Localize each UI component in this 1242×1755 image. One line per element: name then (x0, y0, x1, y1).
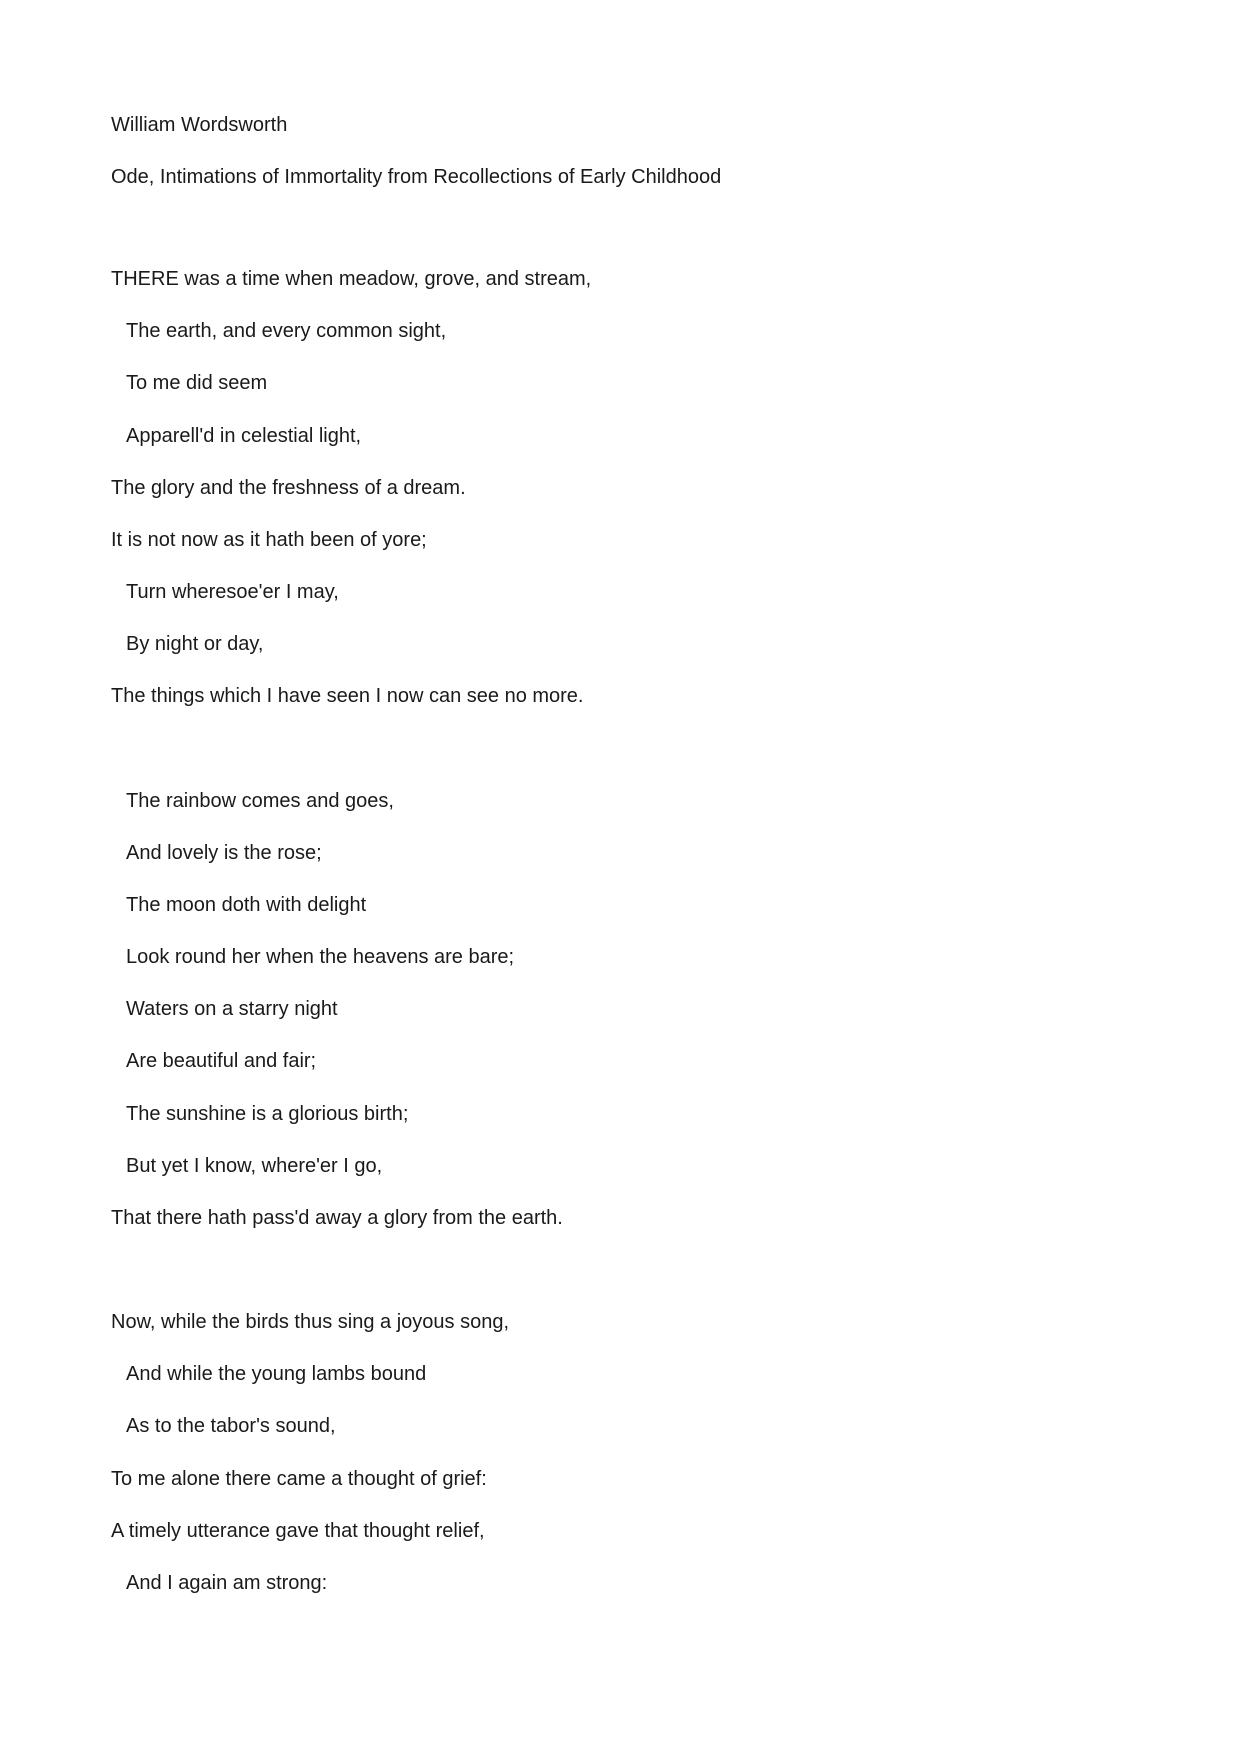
poem-line: That there hath pass'd away a glory from the earth. (111, 1207, 563, 1229)
poem-line: Turn wheresoe'er I may, (126, 581, 339, 603)
poem-line: Are beautiful and fair; (126, 1050, 317, 1072)
poem-line: Now, while the birds thus sing a joyous song, (111, 1311, 509, 1333)
poem-line: And I again am strong: (126, 1572, 328, 1594)
author-name: William Wordsworth (111, 114, 288, 136)
poem-line: And lovely is the rose; (126, 842, 322, 864)
poem-line: Waters on a starry night (126, 998, 338, 1020)
poem-title: Ode, Intimations of Immortality from Recollections of Early Childhood (111, 166, 722, 188)
poem-line: To me did seem (126, 372, 268, 394)
poem-line: The things which I have seen I now can see no more. (111, 685, 584, 707)
poem-line: It is not now as it hath been of yore; (111, 529, 427, 551)
poem-line: The moon doth with delight (126, 894, 367, 916)
poem-line: The sunshine is a glorious birth; (126, 1103, 409, 1125)
poem-line: Look round her when the heavens are bare; (126, 946, 515, 968)
poem-line: A timely utterance gave that thought relief, (111, 1520, 485, 1542)
poem-line: As to the tabor's sound, (126, 1415, 336, 1437)
poem-line: Apparell'd in celestial light, (126, 425, 362, 447)
poem-line: By night or day, (126, 633, 264, 655)
poem-line: The earth, and every common sight, (126, 320, 447, 342)
poem-line: The rainbow comes and goes, (126, 790, 394, 812)
poem-line: To me alone there came a thought of grief: (111, 1468, 487, 1490)
poem-line: And while the young lambs bound (126, 1363, 427, 1385)
poem-line: The glory and the freshness of a dream. (111, 477, 466, 499)
poem-line: THERE was a time when meadow, grove, and stream, (111, 268, 592, 290)
poem-line: But yet I know, where'er I go, (126, 1155, 383, 1177)
